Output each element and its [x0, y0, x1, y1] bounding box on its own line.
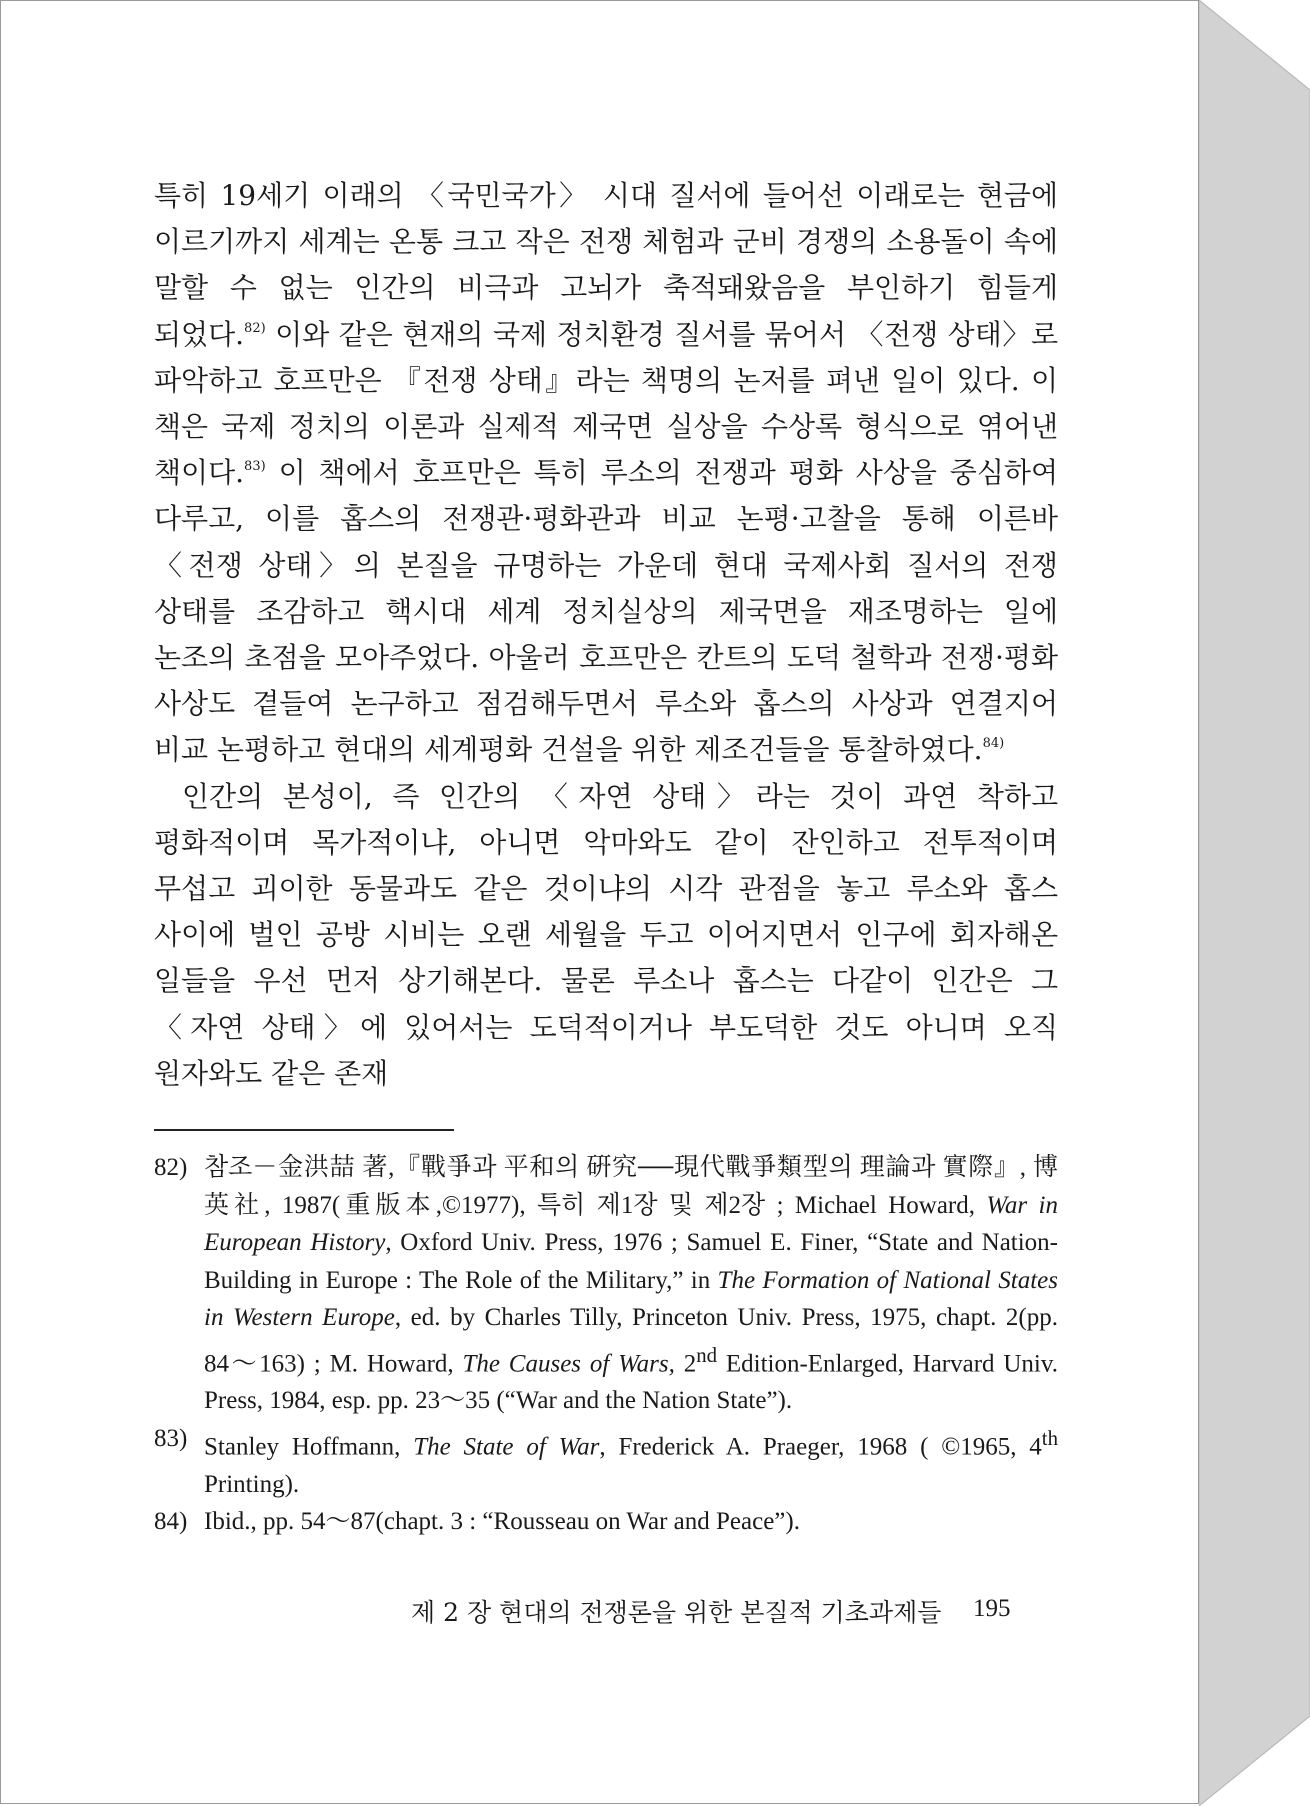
page-number: 195 [973, 1595, 1011, 1622]
footnote-text-part: , ed. by Charles Tilly, Princeton Univ. Press, 1975, chapt. 2(pp. 84〜163) ; M. Howard, [204, 1304, 1058, 1377]
footnote-text-part: , Frederick A. Praeger, 1968 ( ©1965, 4 [599, 1433, 1042, 1461]
footnote-text-part: , Oxford Univ. Press, 1976 ; Samuel E. Finer, “State and Nation-Building in Europe : The Role of the Military,” in [204, 1229, 1059, 1294]
page-content [154, 173, 1058, 1541]
book-title: The Formation of National States in Western Europe [204, 1266, 1059, 1332]
footnote-text-part: 참조－金洪喆 著,『戰爭과 平和의 硏究──現代戰爭類型의 理論과 實際』, 博英社, 1987(重版本,©1977), 특히 제1장 및 제2장 ; Michael Howard, [204, 1154, 1058, 1219]
footnote-number: 83) [154, 1424, 188, 1452]
book-edge-face [1199, 0, 1310, 1806]
paragraph-text: 이 책에서 호프만은 특히 루소의 전쟁과 평화 사상을 중심하여 다루고, 이를 홉스의 전쟁관·평화관과 비교 논평·고찰을 통해 이른바 〈전쟁 상태〉의 본질을 규명하는 가운데 현대 국제사회 질서의 전쟁 상태를 조감하고 핵시대 세계 정치실상의 제국면을 재조명하는 일에 논조의 초점을 모아주었다. 아울러 호프만은 칸트의 도덕 철학과 전쟁·평화 사상도 곁들여 논구하고 점검해두면서 루소와 홉스의 사상과 연결지어 비교 논평하고 현대의 세계평화 건설을 위한 제조건들을 통찰하였다. [154, 456, 1058, 767]
book-edge-3d [1199, 0, 1310, 1806]
footnote-text-part: Ibid., pp. 54〜87(chapt. 3 : “Rousseau on War and Peace”). [204, 1508, 800, 1536]
footnote-text [204, 1149, 1058, 1420]
body-paragraph-1 [154, 173, 1058, 774]
footnote-number: 82) [154, 1154, 188, 1182]
footnote-84 [154, 1503, 1058, 1541]
book-title: War in European History [204, 1191, 1058, 1257]
footnotes [154, 1149, 1058, 1541]
book-title: The State of War [413, 1433, 600, 1461]
footnote-text-part: 2 [674, 1349, 697, 1377]
footnote-82 [154, 1149, 1058, 1420]
footnote-separator [154, 1129, 454, 1131]
ordinal-superscript: th [1041, 1425, 1058, 1450]
footnote-text [204, 1420, 1058, 1503]
footnote-text [204, 1503, 1058, 1541]
paragraph-text: 이와 같은 현재의 국제 정치환경 질서를 묶어서 〈전쟁 상태〉로 파악하고 호프만은 『전쟁 상태』라는 책명의 논저를 펴낸 일이 있다. 이 책은 국제 정치의 이론과 실제적 제국면 실상을 수상록 형식으로 엮어낸 책이다. [154, 317, 1058, 490]
footnote-reference-83: 83) [244, 459, 266, 475]
footnote-reference-82: 82) [244, 320, 266, 336]
body-paragraph-2: 인간의 본성이, 즉 인간의 〈자연 상태〉라는 것이 과연 착하고 평화적이며 목가적이냐, 아니면 악마와도 같이 잔인하고 전투적이며 무섭고 괴이한 동물과도 같은 것이냐의 시각 관점을 놓고 루소와 홉스 사이에 벌인 공방 시비는 오랜 세월을 두고 이어지면서 인구에 회자해온 일들을 우선 먼저 상기해본다. 물론 루소나 홉스는 다같이 인간은 그 〈자연 상태〉에 있어서는 도덕적이거나 부도덕한 것도 아니며 오직 원자와도 같은 존재 [154, 779, 1058, 1090]
ordinal-superscript: nd [696, 1342, 718, 1367]
footnote-text-part: Edition-Enlarged, Harvard Univ. Press, 1984, esp. pp. 23〜35 (“War and the Nation State”). [204, 1349, 1058, 1415]
footnote-reference-84: 84) [982, 736, 1005, 752]
running-footer-chapter-title: 제 2 장 현대의 전쟁론을 위한 본질적 기초과제들 [411, 1598, 942, 1627]
footnote-number: 84) [154, 1508, 188, 1536]
book-title: The Causes of Wars, [462, 1349, 675, 1377]
footnote-text-part: Stanley Hoffmann, [204, 1433, 414, 1461]
footnote-83 [154, 1420, 1058, 1503]
paragraph-text: 특히 19세기 이래의 〈국민국가〉 시대 질서에 들어선 이래로는 현금에 이르기까지 세계는 온통 크고 작은 전쟁 체험과 군비 경쟁의 소용돌이 속에 말할 수 없는 인간의 비극과 고뇌가 축적돼왔음을 부인하기 힘들게 되었다. [154, 179, 1058, 351]
footnote-text-part: Printing). [204, 1470, 300, 1498]
